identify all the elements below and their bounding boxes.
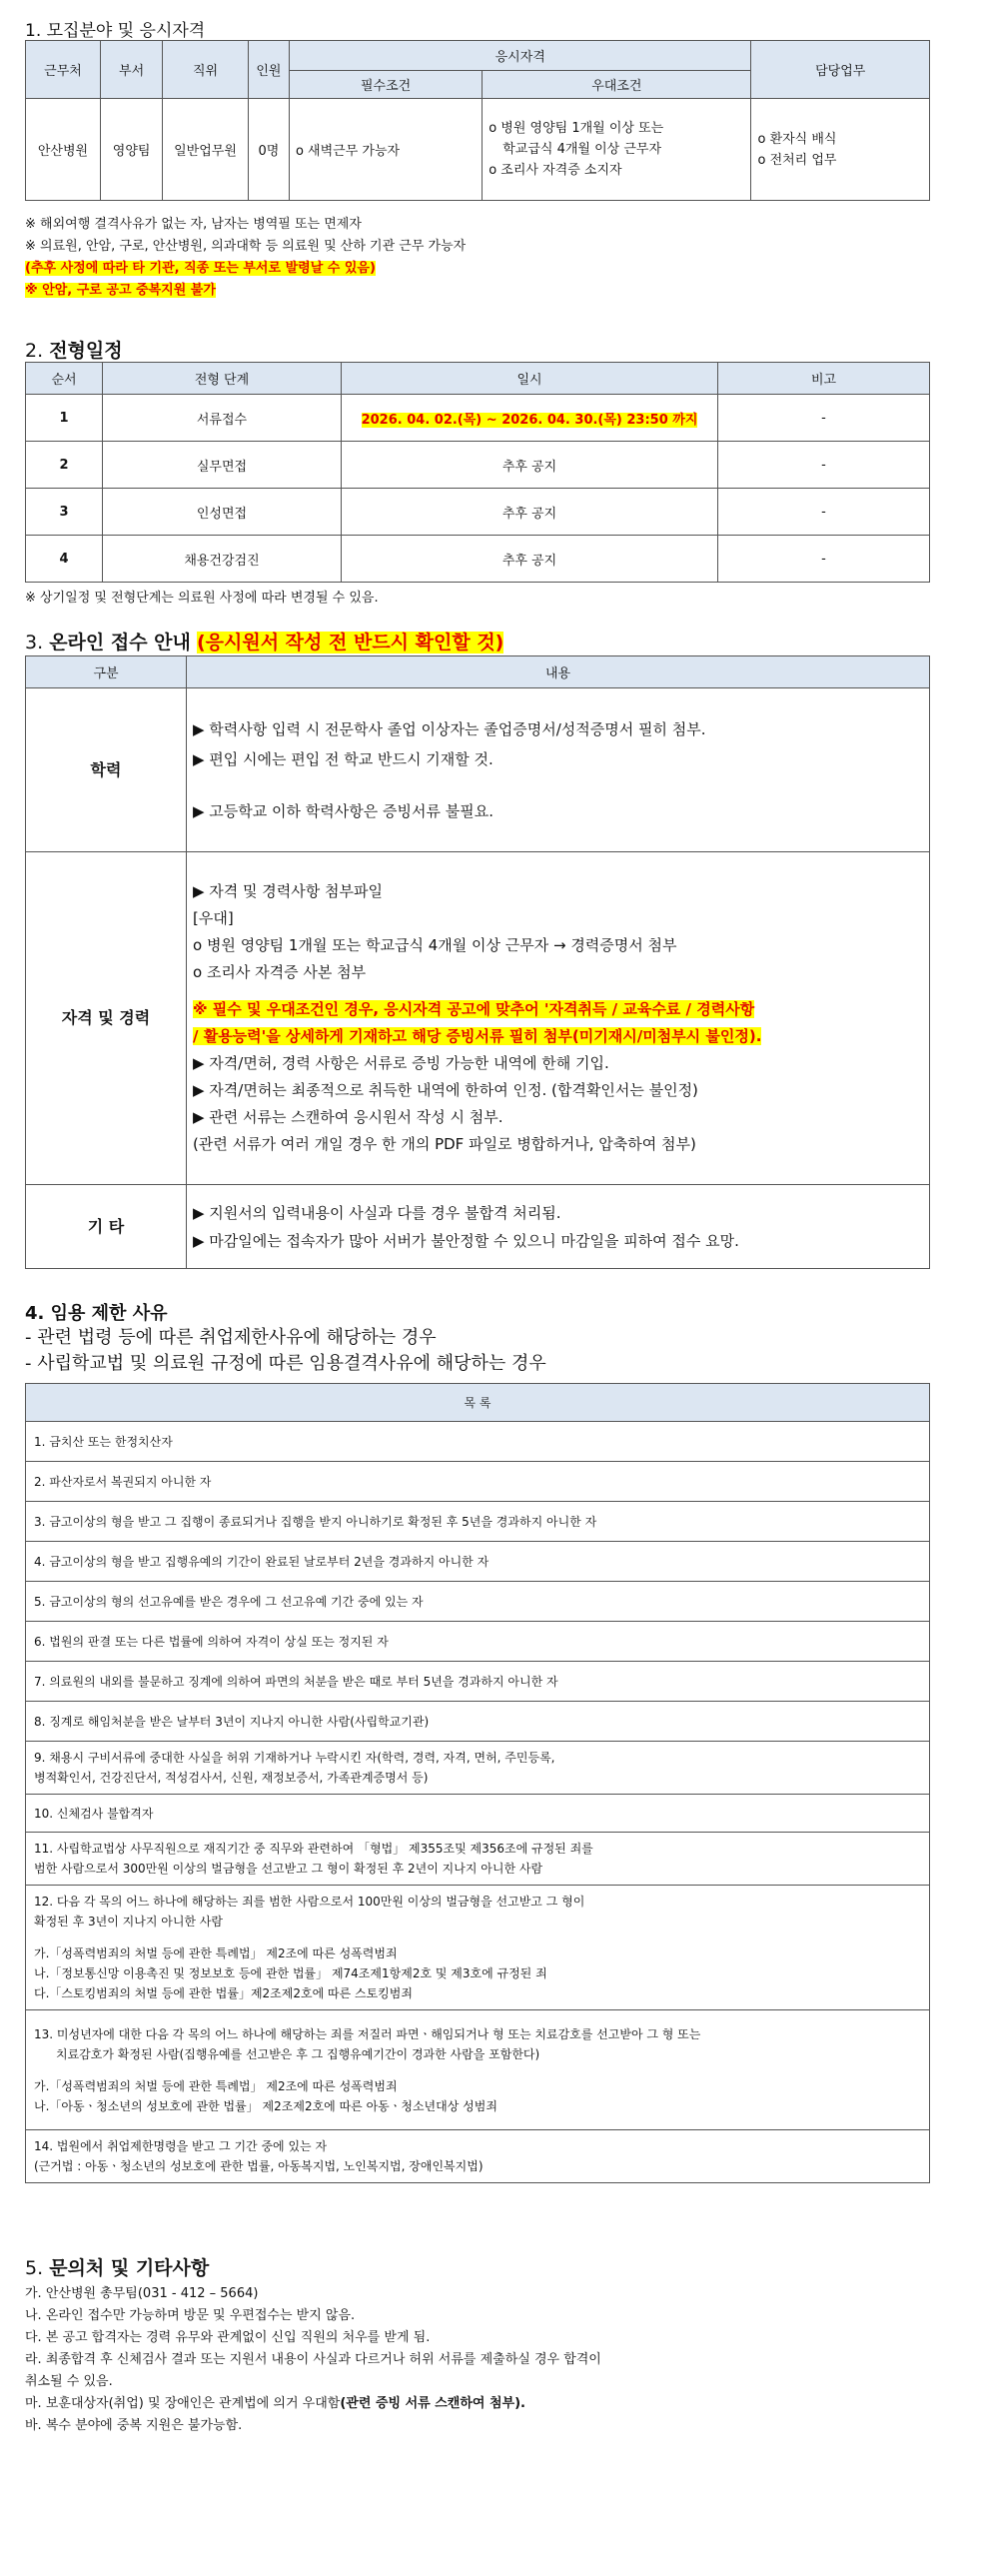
schedule-stage: 인성면접 [103,489,342,536]
education-line: ▶ 학력사항 입력 시 전문학사 졸업 이상자는 졸업증명서/성적증명서 필히 첨부. [193,719,706,738]
preferred-line: 학교급식 4개월 이상 근무자 [502,142,662,157]
list-item [26,1542,930,1582]
career-highlight: / 활용능력'을 상세하게 기재하고 해당 증빙서류 필히 첨부(미기재시/미첨부시 불인정). [193,1027,762,1045]
education-content [187,688,930,852]
header-required: 필수조건 [289,71,482,99]
schedule-remark: - [718,442,930,489]
category-etc: 기 타 [26,1185,187,1269]
header-duty: 담당업무 [751,41,930,99]
header-category: 구분 [26,656,187,688]
info-line: 나. 온라인 접수만 가능하며 방문 및 우편접수는 받지 않음. [25,2308,356,2323]
schedule-stage: 서류접수 [103,395,342,442]
list-item [26,2010,930,2130]
section5-lines [25,2283,601,2437]
section2-title [25,336,123,363]
list-item [26,1582,930,1622]
highlight-note: ※ 안암, 구로 공고 중복지원 불가 [25,283,216,298]
etc-line: ▶ 마감일에는 접속자가 많아 서버가 불안정할 수 있으니 마감일을 피하여 접수 요망. [193,1231,739,1250]
list-item-line [34,1932,921,1943]
section3-title-highlight: (응시원서 작성 전 반드시 확인할 것) [196,632,504,653]
list-item-line: 가.「성폭력범죄의 처벌 등에 관한 특례법」 제2조에 따른 성폭력범죄 [34,1946,398,1960]
list-item-cell [26,2010,930,2130]
header-position: 직위 [163,41,249,99]
section3-title-text: 온라인 접수 안내 [49,632,191,653]
schedule-order: 4 [26,536,103,583]
list-item-cell [26,1622,930,1662]
restriction-list-table [25,1383,930,2183]
list-item-cell [26,1582,930,1622]
list-item [26,1502,930,1542]
header-remark: 비고 [718,363,930,395]
category-education: 학력 [26,688,187,852]
career-highlight: ※ 필수 및 우대조건인 경우, 응시자격 공고에 맞추어 '자격취득 / 교육수료 / 경력사항 [193,1000,755,1018]
list-item-line: 치료감호가 확정된 사람(집행유예를 선고받은 후 그 집행유예기간이 경과한 사람을 포함한다) [56,2046,540,2061]
category-career: 자격 및 경력 [26,852,187,1185]
section5-title-text: 문의처 및 기타사항 [49,2257,210,2279]
info-line: 라. 최종합격 후 신체검사 결과 또는 지원서 내용이 사실과 다르거나 허위 서류를 제출하실 경우 합격이 [25,2352,601,2367]
career-line: [우대] [193,909,234,927]
list-item-cell [26,1702,930,1742]
list-item-line: 다.「스토킹범죄의 처벌 등에 관한 법률」제2조제2호에 따른 스토킹범죄 [34,1986,413,2000]
duty-line: o 환자식 배식 [757,131,837,147]
career-line: ▶ 자격/면허, 경력 사항은 서류로 증빙 가능한 내역에 한해 기입. [193,1054,609,1072]
header-preferred: 우대조건 [483,71,751,99]
section4-subtitles [25,1325,546,1377]
career-line: (관련 서류가 여러 개일 경우 한 개의 PDF 파일로 병합하거나, 압축하여 첨부) [193,1135,696,1153]
duty-line: o 전처리 업무 [757,152,837,168]
section1-title: 1. 모집분야 및 응시자격 [25,21,206,41]
header-date: 일시 [342,363,718,395]
list-item-cell [26,1886,930,2010]
list-item-line: (근거법 : 아동ㆍ청소년의 성보호에 관한 법률, 아동복지법, 노인복지법, 장애인복지법) [34,2159,484,2173]
schedule-date: 추후 공지 [342,489,718,536]
info-line-bold: (관련 증빙 서류 스캔하여 첨부). [340,2396,525,2411]
education-line: ▶ 편입 시에는 편입 전 학교 반드시 기재할 것. [193,749,493,768]
schedule-order: 1 [26,395,103,442]
header-content: 내용 [187,656,930,688]
header-qualification: 응시자격 [289,41,751,71]
info-line [25,2393,601,2415]
list-item-cell [26,1833,930,1886]
cell-position: 일반업무원 [163,99,249,201]
info-line: 바. 복수 분야에 중복 지원은 불가능함. [25,2418,243,2433]
list-item-line: 11. 사립학교법상 사무직원으로 재직기간 중 직무와 관련하여 「형법」 제355조및 제356조에 규정된 죄를 [34,1842,593,1856]
list-item-line: 9. 채용시 구비서류에 중대한 사실을 허위 기재하거나 누락시킨 자(학력, 경력, 자격, 면허, 주민등록, [34,1751,555,1765]
career-line: ▶ 자격 및 경력사항 첨부파일 [193,882,383,900]
career-line: o 병원 영양팀 1개월 또는 학교급식 4개월 이상 근무자 → 경력증명서 첨부 [193,936,677,954]
list-item-line: 13. 미성년자에 대한 다음 각 목의 어느 하나에 해당하는 죄를 저질러 파면ㆍ해임되거나 형 또는 치료감호를 선고받아 그 형 또는 [34,2026,701,2041]
cell-workplace: 안산병원 [26,99,101,201]
header-count: 인원 [248,41,289,99]
list-item [26,1462,930,1502]
schedule-stage: 실무면접 [103,442,342,489]
info-line-prefix: 마. 보훈대상자(취업) 및 장애인은 관계법에 의거 우대함 [25,2396,341,2411]
header-dept: 부서 [100,41,162,99]
list-item [26,1702,930,1742]
list-item-line: 4. 금고이상의 형을 받고 집행유예의 기간이 완료된 날로부터 2년을 경과하지 아니한 자 [34,1554,490,1569]
schedule-date: 2026. 04. 02.(목) ~ 2026. 04. 30.(목) 23:50 까지 [361,412,698,428]
section4-title: 4. 임용 제한 사유 [25,1303,168,1324]
section4-subtitle: - 사립학교법 및 의료원 규정에 따른 임용결격사유에 해당하는 경우 [25,1353,546,1374]
section5-number: 5. [25,2257,44,2279]
online-application-table [25,655,930,1269]
section1-notes [25,214,466,302]
cell-dept: 영양팀 [100,99,162,201]
list-item [26,1833,930,1886]
list-item-line: 2. 파산자로서 복권되지 아니한 자 [34,1474,212,1489]
section4-subtitle: - 관련 법령 등에 따른 취업제한사유에 해당하는 경우 [25,1327,437,1348]
header-workplace: 근무처 [26,41,101,99]
list-item-line: 나.「정보통신망 이용촉진 및 정보보호 등에 관한 법률」 제74조제1항제2호 및 제3호에 규정된 죄 [34,1966,547,1980]
preferred-line: o 조리사 자격증 소지자 [489,163,622,178]
list-item-line: 5. 금고이상의 형의 선고유예를 받은 경우에 그 선고유예 기간 중에 있는 자 [34,1594,424,1609]
list-item [26,2130,930,2183]
list-item [26,1886,930,2010]
schedule-stage: 채용건강검진 [103,536,342,583]
list-item-cell [26,2130,930,2183]
schedule-order: 2 [26,442,103,489]
schedule-remark: - [718,489,930,536]
section5-title [25,2253,209,2280]
info-line: 가. 안산병원 총무팀(031 - 412 – 5664) [25,2286,259,2301]
cell-duty [751,99,930,201]
preferred-line: o 병원 영양팀 1개월 이상 또는 [489,121,664,136]
header-stage: 전형 단계 [103,363,342,395]
cell-count: 0명 [248,99,289,201]
section3-number: 3. [25,632,44,653]
section2-number: 2. [25,340,44,362]
cell-required: o 새벽근무 가능자 [289,99,482,201]
list-item-line: 12. 다음 각 목의 어느 하나에 해당하는 죄를 범한 사람으로서 100만원 이상의 벌금형을 선고받고 그 형이 [34,1895,585,1909]
header-order: 순서 [26,363,103,395]
list-item [26,1742,930,1795]
list-item-line: 8. 징계로 해임처분을 받은 날부터 3년이 지나지 아니한 사람(사립학교기관) [34,1714,430,1729]
list-item-line: 나.「아동ㆍ청소년의 성보호에 관한 법률」 제2조제2호에 따른 아동ㆍ청소년대상 성범죄 [34,2098,497,2113]
section3-title [25,628,503,654]
list-item [26,1662,930,1702]
list-item-cell [26,1422,930,1462]
education-line: ▶ 고등학교 이하 학력사항은 증빙서류 불필요. [193,801,493,820]
list-item-line: 14. 법원에서 취업제한명령을 받고 그 기간 중에 있는 자 [34,2139,328,2153]
list-item-line: 7. 의료원의 내외를 불문하고 징계에 의하여 파면의 처분을 받은 때로 부터 5년을 경과하지 아니한 자 [34,1674,558,1689]
list-item [26,1795,930,1833]
schedule-date: 추후 공지 [342,536,718,583]
cell-preferred [483,99,751,201]
list-item-cell [26,1662,930,1702]
schedule-remark: - [718,536,930,583]
list-item-line: 확정된 후 3년이 지나지 아니한 사람 [34,1915,223,1929]
list-item [26,1622,930,1662]
recruitment-table [25,40,930,201]
etc-line: ▶ 지원서의 입력내용이 사실과 다를 경우 불합격 처리됨. [193,1203,561,1222]
note-line: ※ 의료원, 안암, 구로, 안산병원, 의과대학 등 의료원 및 산하 기관 근무 가능자 [25,239,467,254]
list-header: 목 록 [26,1384,930,1422]
schedule-table [25,362,930,583]
list-item-line: 가.「성폭력범죄의 처벌 등에 관한 특례법」 제2조에 따른 성폭력범죄 [34,2078,398,2093]
note-line: ※ 해외여행 결격사유가 없는 자, 남자는 병역필 또는 면제자 [25,217,362,232]
schedule-date: 추후 공지 [342,442,718,489]
list-item-cell [26,1462,930,1502]
info-line: 취소될 수 있음. [25,2374,113,2389]
schedule-remark: - [718,395,930,442]
list-item-cell [26,1502,930,1542]
list-item-cell [26,1795,930,1833]
list-item-line: 3. 금고이상의 형을 받고 그 집행이 종료되거나 집행을 받지 아니하기로 확정된 후 5년을 경과하지 아니한 자 [34,1514,597,1529]
list-item [26,1422,930,1462]
career-line: ▶ 관련 서류는 스캔하여 응시원서 작성 시 첨부. [193,1108,503,1126]
career-line: o 조리사 자격증 사본 첨부 [193,963,367,981]
career-content [187,852,930,1185]
etc-content [187,1185,930,1269]
highlight-note: (추후 사정에 따라 타 기관, 직종 또는 부서로 발령날 수 있음) [25,261,376,276]
list-item-line: 10. 신체검사 불합격자 [34,1806,154,1821]
list-item-cell [26,1742,930,1795]
list-item-line: 병적확인서, 건강진단서, 적성검사서, 신원, 재정보증서, 가족관계증명서 등) [34,1771,429,1785]
list-item-line: 6. 법원의 판결 또는 다른 법률에 의하여 자격이 상실 또는 정지된 자 [34,1634,389,1649]
list-item-line: 범한 사람으로서 300만원 이상의 벌금형을 선고받고 그 형이 확정된 후 2년이 지나지 아니한 사람 [34,1862,543,1876]
schedule-note: ※ 상기일정 및 전형단계는 의료원 사정에 따라 변경될 수 있음. [25,591,379,606]
career-line: ▶ 자격/면허는 최종적으로 취득한 내역에 한하여 인정. (합격확인서는 불인정) [193,1081,698,1099]
section2-title-text: 전형일정 [49,340,123,362]
list-item-cell [26,1542,930,1582]
schedule-order: 3 [26,489,103,536]
list-item-line: 1. 금치산 또는 한정치산자 [34,1434,173,1449]
info-line: 다. 본 공고 합격자는 경력 유무와 관계없이 신입 직원의 처우를 받게 됨. [25,2330,431,2345]
list-item-line [34,2064,921,2076]
